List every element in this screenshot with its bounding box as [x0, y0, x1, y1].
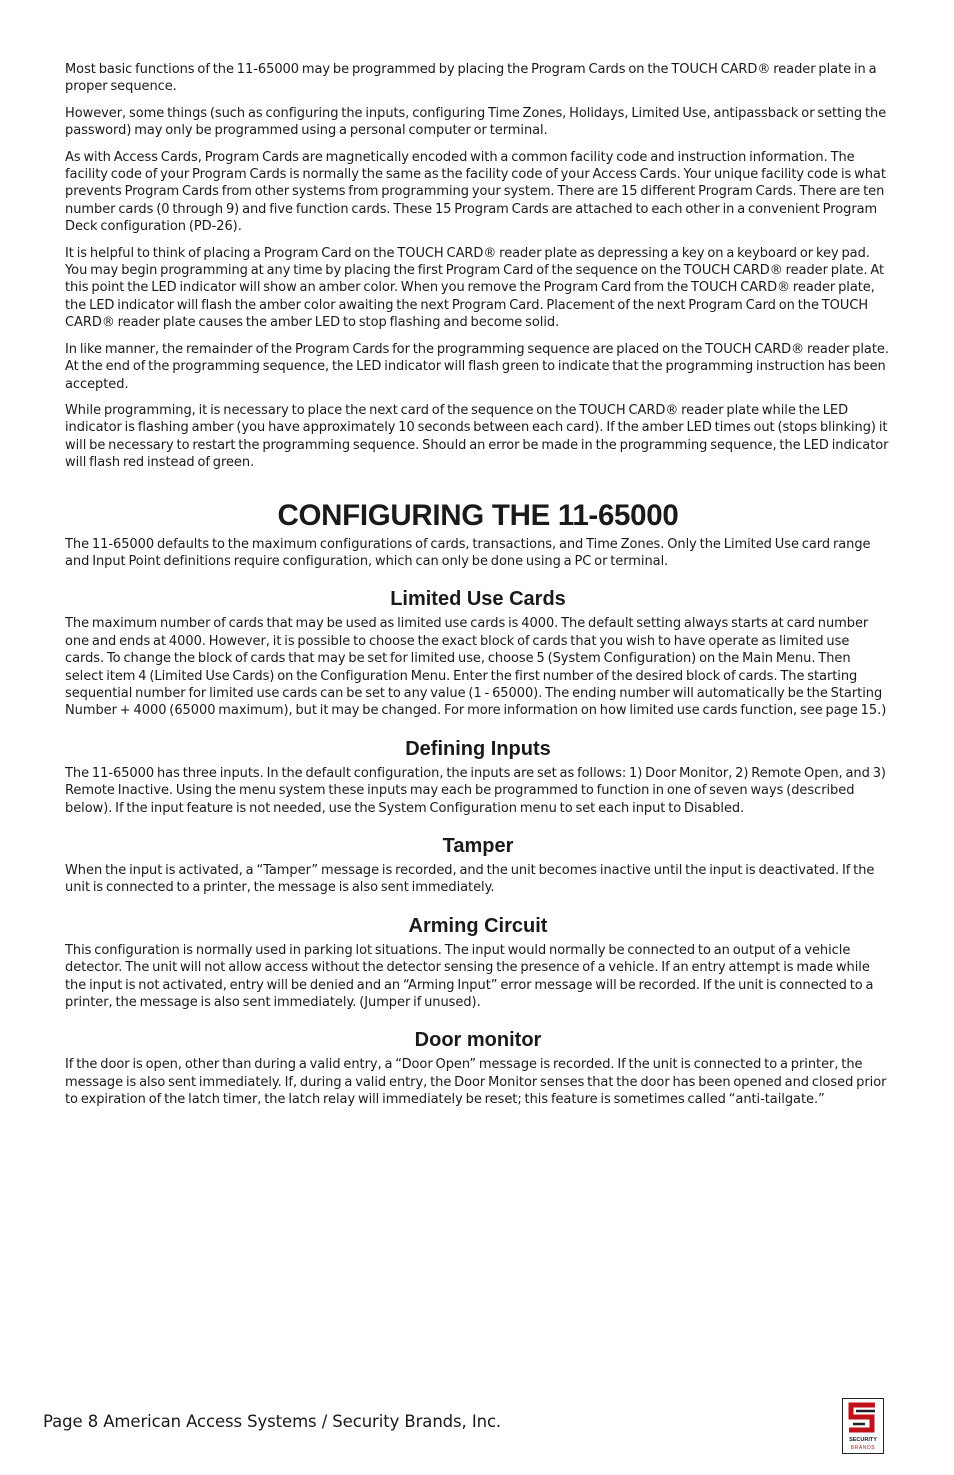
intro-paragraph-2: However, some things (such as configuring the inputs, configuring Time Zones, Holidays, Limited Use, antipassback or setting the password) may only be programmed using a personal computer or terminal. — [65, 105, 887, 139]
arming-circuit-heading: Arming Circuit — [408, 914, 548, 937]
limited-use-paragraph: The maximum number of cards that may be used as limited use cards is 4000. The default setting always starts at card number one and ends at 4000. However, it is possible to choose the exact block of cards that you wish to have operate as limited use cards. To change the block of cards that may be set for limited use, choose 5 (System Configuration) on the Main Menu. Then select item 4 (Limited Use Cards) on the Configuration Menu. Enter the first number of the desired block of cards. The starting sequential number for limited use cards can be set to any value (1 - 65000). The ending number will automatically be the Starting Number + 4000 (65000 maximum), but it may be changed. For more information on how limited use cards function, see page 15.) — [65, 616, 887, 719]
security-brands-logo — [842, 1398, 884, 1454]
logo-line-2: BRANDS — [850, 1445, 876, 1451]
configuring-heading: CONFIGURING THE 11-65000 — [277, 498, 679, 532]
defining-inputs-heading: Defining Inputs — [405, 737, 551, 760]
arming-circuit-paragraph: This configuration is normally used in parking lot situations. The input would normally be connected to an output of a vehicle detector. The unit will not allow access without the detector sensing the presence of a vehicle. If an entry attempt is made while the input is not activated, entry will be denied and an “Arming Input” error message will be recorded. If the unit is connected to a printer, the message is also sent immediately. (Jumper if unused). — [65, 942, 874, 1011]
logo-line-1: SECURITY — [849, 1437, 877, 1443]
intro-paragraph-6: While programming, it is necessary to place the next card of the sequence on the TOUCH CARD® reader plate while the LED indicator is flashing amber (you have approximately 10 seconds between each card). If the amber LED times out (stops blinking) it will be necessary to restart the programming sequence. Should an error be made in the programming sequence, the LED indicator will flash red instead of green. — [65, 402, 889, 471]
intro-paragraph-1: Most basic functions of the 11-65000 may be programmed by placing the Program Cards on the TOUCH CARD® reader plate in a proper sequence. — [65, 62, 877, 95]
security-brands-logo-icon — [845, 1401, 880, 1435]
intro-paragraph-4: It is helpful to think of placing a Program Card on the TOUCH CARD® reader plate as depressing a key on a keyboard or key pad. You may begin programming at any time by placing the first Program Card of the sequence on the TOUCH CARD® reader plate. At this point the LED indicator will show an amber color. When you remove the Program Card from the TOUCH CARD® reader plate, the LED indicator will flash the amber color awaiting the next Program Card. Placement of the next Program Card on the TOUCH CARD® reader plate causes the amber LED to stop flashing and become solid. — [65, 245, 885, 331]
door-monitor-heading: Door monitor — [414, 1029, 542, 1052]
tamper-paragraph: When the input is activated, a “Tamper” message is recorded, and the unit becomes inactive until the input is deactivated. If the unit is connected to a printer, the message is also sent immediately. — [65, 863, 875, 896]
door-monitor-paragraph: If the door is open, other than during a valid entry, a “Door Open” message is recorded. If the unit is connected to a printer, the message is also sent immediately. If, during a valid entry, the Door Monitor senses that the door has been opened and closed prior to expiration of the latch timer, the latch relay will immediately be reset; this feature is sometimes called “anti-tailgate.” — [65, 1057, 887, 1108]
limited-use-heading: Limited Use Cards — [390, 588, 566, 611]
page-content — [65, 61, 891, 1118]
intro-paragraph-5: In like manner, the remainder of the Program Cards for the programming sequence are placed on the TOUCH CARD® reader plate. At the end of the programming sequence, the LED indicator will flash green to indicate that the programming instruction has been accepted. — [65, 341, 889, 392]
tamper-heading: Tamper — [442, 835, 514, 857]
intro-paragraph-3: As with Access Cards, Program Cards are magnetically encoded with a common facility code and instruction information. The facility code of your Program Cards is normally the same as the facility code of your Access Cards. Your unique facility code is what prevents Program Cards from other systems from programming your system. There are 15 different Program Cards. There are ten number cards (0 through 9) and five function cards. These 15 Program Cards are attached to each other in a convenient Program Deck configuration (PD-26). — [65, 149, 886, 235]
defining-inputs-paragraph: The 11-65000 has three inputs. In the default configuration, the inputs are set as follows: 1) Door Monitor, 2) Remote Open, and 3) Remote Inactive. Using the menu system these inputs may each be programmed to function in one of seven ways (described below). If the input feature is not needed, use the System Configuration menu to set each input to Disabled. — [65, 765, 886, 816]
page-footer: Page 8 American Access Systems / Security Brands, Inc. — [43, 1412, 502, 1431]
configuring-paragraph: The 11-65000 defaults to the maximum configurations of cards, transactions, and Time Zones. Only the Limited Use card range and Input Point definitions require configuration, which can only be done using a PC or terminal. — [65, 536, 871, 569]
